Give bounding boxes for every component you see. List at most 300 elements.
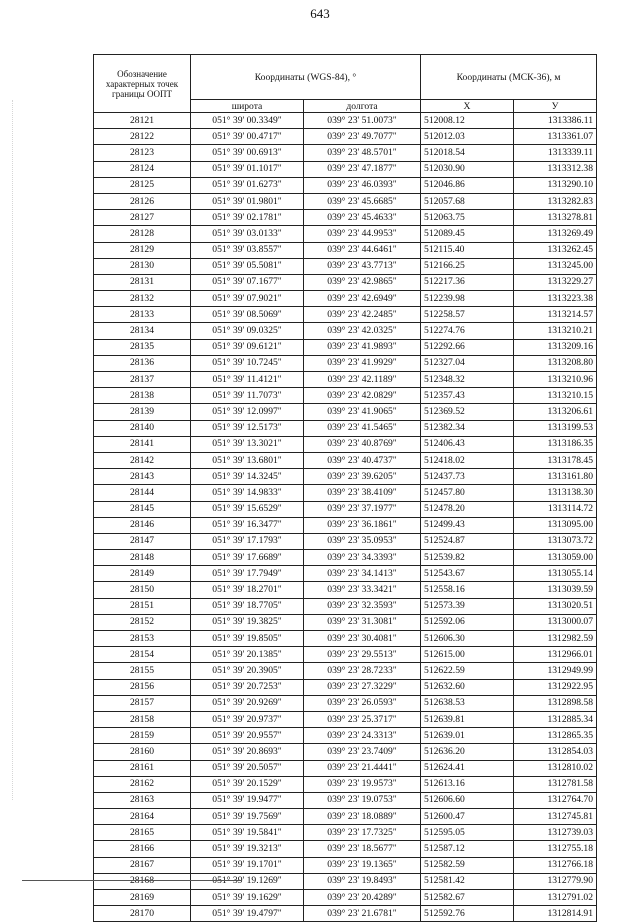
y-coordinate-cell: 1312922.95: [514, 679, 597, 695]
longitude-cell: 039° 23' 32.3593": [304, 598, 421, 614]
longitude-cell: 039° 23' 35.0953": [304, 533, 421, 549]
latitude-cell: 051° 39' 09.0325": [191, 323, 304, 339]
longitude-cell: 039° 23' 41.9929": [304, 355, 421, 371]
x-coordinate-cell: 512406.43: [421, 436, 514, 452]
longitude-cell: 039° 23' 19.1365": [304, 857, 421, 873]
latitude-cell: 051° 39' 13.6801": [191, 452, 304, 468]
x-coordinate-cell: 512543.67: [421, 566, 514, 582]
latitude-cell: 051° 39' 19.8505": [191, 631, 304, 647]
table-row: [94, 339, 597, 355]
x-coordinate-cell: 512369.52: [421, 404, 514, 420]
y-coordinate-cell: 1313095.00: [514, 517, 597, 533]
x-coordinate-cell: 512595.05: [421, 825, 514, 841]
longitude-cell: 039° 23' 20.4289": [304, 890, 421, 906]
y-coordinate-cell: 1312810.02: [514, 760, 597, 776]
latitude-cell: 051° 39' 17.1793": [191, 533, 304, 549]
latitude-cell: 051° 39' 02.1781": [191, 210, 304, 226]
y-coordinate-cell: 1312766.18: [514, 857, 597, 873]
table-row: [94, 210, 597, 226]
y-coordinate-cell: 1313199.53: [514, 420, 597, 436]
y-coordinate-cell: 1312865.35: [514, 728, 597, 744]
point-id-cell: 28162: [94, 776, 191, 792]
latitude-cell: 051° 39' 12.0997": [191, 404, 304, 420]
table-row: [94, 501, 597, 517]
table-row: [94, 452, 597, 468]
longitude-cell: 039° 23' 42.6949": [304, 291, 421, 307]
x-coordinate-cell: 512539.82: [421, 550, 514, 566]
longitude-cell: 039° 23' 27.3229": [304, 679, 421, 695]
point-id-cell: 28143: [94, 469, 191, 485]
y-coordinate-cell: 1313339.11: [514, 145, 597, 161]
y-coordinate-cell: 1313039.59: [514, 582, 597, 598]
longitude-cell: 039° 23' 30.4081": [304, 631, 421, 647]
point-id-cell: 28127: [94, 210, 191, 226]
latitude-cell: 051° 39' 07.9021": [191, 291, 304, 307]
latitude-cell: 051° 39' 20.1529": [191, 776, 304, 792]
x-coordinate-cell: 512592.06: [421, 614, 514, 630]
longitude-cell: 039° 23' 33.3421": [304, 582, 421, 598]
table-row: [94, 760, 597, 776]
latitude-cell: 051° 39' 20.1385": [191, 647, 304, 663]
longitude-cell: 039° 23' 45.4633": [304, 210, 421, 226]
y-coordinate-cell: 1313114.72: [514, 501, 597, 517]
point-id-cell: 28148: [94, 550, 191, 566]
latitude-cell: 051° 39' 00.6913": [191, 145, 304, 161]
latitude-cell: 051° 39' 03.8557": [191, 242, 304, 258]
point-id-cell: 28158: [94, 711, 191, 727]
y-coordinate-cell: 1312982.59: [514, 631, 597, 647]
point-id-cell: 28137: [94, 372, 191, 388]
longitude-cell: 039° 23' 40.8769": [304, 436, 421, 452]
table-row: [94, 825, 597, 841]
y-coordinate-cell: 1313210.96: [514, 372, 597, 388]
table-row: [94, 469, 597, 485]
point-id-cell: 28136: [94, 355, 191, 371]
latitude-cell: 051° 39' 07.1677": [191, 274, 304, 290]
latitude-cell: 051° 39' 01.9801": [191, 193, 304, 209]
latitude-cell: 051° 39' 12.5173": [191, 420, 304, 436]
point-id-cell: 28130: [94, 258, 191, 274]
point-id-cell: 28149: [94, 566, 191, 582]
point-id-cell: 28168: [94, 873, 191, 889]
x-coordinate-cell: 512089.45: [421, 226, 514, 242]
latitude-cell: 051° 39' 20.5057": [191, 760, 304, 776]
table-row: [94, 695, 597, 711]
table-row: [94, 614, 597, 630]
longitude-cell: 039° 23' 18.5677": [304, 841, 421, 857]
table-row: [94, 161, 597, 177]
longitude-cell: 039° 23' 23.7409": [304, 744, 421, 760]
y-coordinate-cell: 1313386.11: [514, 113, 597, 129]
point-id-cell: 28154: [94, 647, 191, 663]
latitude-cell: 051° 39' 17.7949": [191, 566, 304, 582]
y-coordinate-cell: 1313262.45: [514, 242, 597, 258]
longitude-cell: 039° 23' 43.7713": [304, 258, 421, 274]
point-id-cell: 28126: [94, 193, 191, 209]
point-id-cell: 28170: [94, 906, 191, 922]
longitude-cell: 039° 23' 19.8493": [304, 873, 421, 889]
latitude-cell: 051° 39' 00.4717": [191, 129, 304, 145]
table-row: [94, 307, 597, 323]
y-coordinate-cell: 1313214.57: [514, 307, 597, 323]
y-coordinate-cell: 1313138.30: [514, 485, 597, 501]
x-coordinate-cell: 512478.20: [421, 501, 514, 517]
x-coordinate-cell: 512239.98: [421, 291, 514, 307]
x-coordinate-cell: 512573.39: [421, 598, 514, 614]
table-row: [94, 776, 597, 792]
latitude-cell: 051° 39' 13.3021": [191, 436, 304, 452]
point-id-cell: 28121: [94, 113, 191, 129]
x-coordinate-cell: 512457.80: [421, 485, 514, 501]
y-coordinate-cell: 1312898.58: [514, 695, 597, 711]
y-coordinate-cell: 1313020.51: [514, 598, 597, 614]
longitude-cell: 039° 23' 17.7325": [304, 825, 421, 841]
table-row: [94, 566, 597, 582]
latitude-cell: 051° 39' 19.1269": [191, 873, 304, 889]
point-id-cell: 28134: [94, 323, 191, 339]
longitude-cell: 039° 23' 28.7233": [304, 663, 421, 679]
point-id-cell: 28139: [94, 404, 191, 420]
longitude-cell: 039° 23' 19.9573": [304, 776, 421, 792]
point-id-cell: 28132: [94, 291, 191, 307]
y-coordinate-cell: 1313206.61: [514, 404, 597, 420]
latitude-cell: 051° 39' 17.6689": [191, 550, 304, 566]
y-coordinate-cell: 1313290.10: [514, 177, 597, 193]
x-coordinate-cell: 512582.67: [421, 890, 514, 906]
table-row: [94, 857, 597, 873]
x-coordinate-cell: 512524.87: [421, 533, 514, 549]
table-row: [94, 582, 597, 598]
header-latitude: широта: [191, 100, 304, 113]
latitude-cell: 051° 39' 20.9269": [191, 695, 304, 711]
x-coordinate-cell: 512600.47: [421, 809, 514, 825]
y-coordinate-cell: 1312755.18: [514, 841, 597, 857]
longitude-cell: 039° 23' 42.2485": [304, 307, 421, 323]
y-coordinate-cell: 1312854.03: [514, 744, 597, 760]
point-id-cell: 28167: [94, 857, 191, 873]
table-row: [94, 145, 597, 161]
latitude-cell: 051° 39' 01.6273": [191, 177, 304, 193]
table-row: [94, 420, 597, 436]
table-row: [94, 436, 597, 452]
table-row: [94, 388, 597, 404]
longitude-cell: 039° 23' 46.0393": [304, 177, 421, 193]
point-id-cell: 28166: [94, 841, 191, 857]
page-number: 643: [310, 6, 330, 21]
coordinates-table: [93, 54, 597, 922]
y-coordinate-cell: 1313278.81: [514, 210, 597, 226]
x-coordinate-cell: 512046.86: [421, 177, 514, 193]
latitude-cell: 051° 39' 19.9477": [191, 792, 304, 808]
point-id-cell: 28142: [94, 452, 191, 468]
x-coordinate-cell: 512418.02: [421, 452, 514, 468]
table-row: [94, 485, 597, 501]
y-coordinate-cell: 1313312.38: [514, 161, 597, 177]
longitude-cell: 039° 23' 41.9065": [304, 404, 421, 420]
x-coordinate-cell: 512008.12: [421, 113, 514, 129]
point-id-cell: 28163: [94, 792, 191, 808]
table-row: [94, 647, 597, 663]
header-msk36: Координаты (МСК-36), м: [421, 55, 597, 100]
x-coordinate-cell: 512274.76: [421, 323, 514, 339]
table-row: [94, 274, 597, 290]
x-coordinate-cell: 512592.76: [421, 906, 514, 922]
x-coordinate-cell: 512615.00: [421, 647, 514, 663]
y-coordinate-cell: 1313209.16: [514, 339, 597, 355]
y-coordinate-cell: 1313223.38: [514, 291, 597, 307]
table-row: [94, 841, 597, 857]
latitude-cell: 051° 39' 00.3349": [191, 113, 304, 129]
point-id-cell: 28146: [94, 517, 191, 533]
table-row: [94, 792, 597, 808]
point-id-cell: 28138: [94, 388, 191, 404]
table-row: [94, 873, 597, 889]
point-id-cell: 28123: [94, 145, 191, 161]
latitude-cell: 051° 39' 20.7253": [191, 679, 304, 695]
latitude-cell: 051° 39' 10.7245": [191, 355, 304, 371]
point-id-cell: 28129: [94, 242, 191, 258]
y-coordinate-cell: 1312764.70: [514, 792, 597, 808]
x-coordinate-cell: 512018.54: [421, 145, 514, 161]
y-coordinate-cell: 1312885.34: [514, 711, 597, 727]
latitude-cell: 051° 39' 19.3825": [191, 614, 304, 630]
point-id-cell: 28153: [94, 631, 191, 647]
y-coordinate-cell: 1313161.80: [514, 469, 597, 485]
bottom-rule: [22, 880, 242, 881]
y-coordinate-cell: 1313229.27: [514, 274, 597, 290]
y-coordinate-cell: 1313269.49: [514, 226, 597, 242]
table-row: [94, 679, 597, 695]
longitude-cell: 039° 23' 36.1861": [304, 517, 421, 533]
table-row: [94, 517, 597, 533]
point-id-cell: 28161: [94, 760, 191, 776]
y-coordinate-cell: 1313055.14: [514, 566, 597, 582]
latitude-cell: 051° 39' 19.7569": [191, 809, 304, 825]
y-coordinate-cell: 1313282.83: [514, 193, 597, 209]
header-longitude: долгота: [304, 100, 421, 113]
point-id-cell: 28135: [94, 339, 191, 355]
table-row: [94, 404, 597, 420]
y-coordinate-cell: 1313210.21: [514, 323, 597, 339]
longitude-cell: 039° 23' 24.3313": [304, 728, 421, 744]
latitude-cell: 051° 39' 01.1017": [191, 161, 304, 177]
table-row: [94, 323, 597, 339]
latitude-cell: 051° 39' 03.0133": [191, 226, 304, 242]
x-coordinate-cell: 512582.59: [421, 857, 514, 873]
table-row: [94, 598, 597, 614]
table-row: [94, 226, 597, 242]
latitude-cell: 051° 39' 05.5081": [191, 258, 304, 274]
x-coordinate-cell: 512613.16: [421, 776, 514, 792]
longitude-cell: 039° 23' 19.0753": [304, 792, 421, 808]
longitude-cell: 039° 23' 42.9865": [304, 274, 421, 290]
longitude-cell: 039° 23' 37.1977": [304, 501, 421, 517]
y-coordinate-cell: 1312966.01: [514, 647, 597, 663]
point-id-cell: 28164: [94, 809, 191, 825]
left-margin-stain: [12, 100, 31, 800]
point-id-cell: 28157: [94, 695, 191, 711]
longitude-cell: 039° 23' 45.6685": [304, 193, 421, 209]
header-x: Х: [421, 100, 514, 113]
point-id-cell: 28128: [94, 226, 191, 242]
x-coordinate-cell: 512217.36: [421, 274, 514, 290]
point-id-cell: 28144: [94, 485, 191, 501]
y-coordinate-cell: 1313073.72: [514, 533, 597, 549]
longitude-cell: 039° 23' 48.5701": [304, 145, 421, 161]
table-row: [94, 129, 597, 145]
latitude-cell: 051° 39' 20.9557": [191, 728, 304, 744]
point-id-cell: 28122: [94, 129, 191, 145]
header-y: У: [514, 100, 597, 113]
longitude-cell: 039° 23' 49.7077": [304, 129, 421, 145]
longitude-cell: 039° 23' 51.0073": [304, 113, 421, 129]
x-coordinate-cell: 512581.42: [421, 873, 514, 889]
point-id-cell: 28151: [94, 598, 191, 614]
longitude-cell: 039° 23' 40.4737": [304, 452, 421, 468]
y-coordinate-cell: 1313186.35: [514, 436, 597, 452]
point-id-cell: 28125: [94, 177, 191, 193]
x-coordinate-cell: 512292.66: [421, 339, 514, 355]
x-coordinate-cell: 512437.73: [421, 469, 514, 485]
x-coordinate-cell: 512063.75: [421, 210, 514, 226]
longitude-cell: 039° 23' 44.6461": [304, 242, 421, 258]
table-row: [94, 744, 597, 760]
x-coordinate-cell: 512622.59: [421, 663, 514, 679]
longitude-cell: 039° 23' 34.1413": [304, 566, 421, 582]
table-row: [94, 906, 597, 922]
point-id-cell: 28169: [94, 890, 191, 906]
point-id-cell: 28155: [94, 663, 191, 679]
point-id-cell: 28160: [94, 744, 191, 760]
longitude-cell: 039° 23' 21.4441": [304, 760, 421, 776]
x-coordinate-cell: 512624.41: [421, 760, 514, 776]
latitude-cell: 051° 39' 14.9833": [191, 485, 304, 501]
x-coordinate-cell: 512587.12: [421, 841, 514, 857]
x-coordinate-cell: 512558.16: [421, 582, 514, 598]
longitude-cell: 039° 23' 31.3081": [304, 614, 421, 630]
x-coordinate-cell: 512638.53: [421, 695, 514, 711]
table-row: [94, 242, 597, 258]
y-coordinate-cell: 1313361.07: [514, 129, 597, 145]
y-coordinate-cell: 1312745.81: [514, 809, 597, 825]
point-id-cell: 28152: [94, 614, 191, 630]
latitude-cell: 051° 39' 20.8693": [191, 744, 304, 760]
point-id-cell: 28159: [94, 728, 191, 744]
x-coordinate-cell: 512115.40: [421, 242, 514, 258]
longitude-cell: 039° 23' 42.1189": [304, 372, 421, 388]
latitude-cell: 051° 39' 11.4121": [191, 372, 304, 388]
latitude-cell: 051° 39' 18.2701": [191, 582, 304, 598]
table-row: [94, 113, 597, 129]
latitude-cell: 051° 39' 19.5841": [191, 825, 304, 841]
point-id-cell: 28156: [94, 679, 191, 695]
x-coordinate-cell: 512348.32: [421, 372, 514, 388]
x-coordinate-cell: 512639.01: [421, 728, 514, 744]
x-coordinate-cell: 512499.43: [421, 517, 514, 533]
x-coordinate-cell: 512057.68: [421, 193, 514, 209]
longitude-cell: 039° 23' 29.5513": [304, 647, 421, 663]
latitude-cell: 051° 39' 15.6529": [191, 501, 304, 517]
y-coordinate-cell: 1312779.90: [514, 873, 597, 889]
longitude-cell: 039° 23' 44.9953": [304, 226, 421, 242]
header-wgs84: Координаты (WGS-84), °: [191, 55, 421, 100]
y-coordinate-cell: 1313000.07: [514, 614, 597, 630]
latitude-cell: 051° 39' 11.7073": [191, 388, 304, 404]
x-coordinate-cell: 512166.25: [421, 258, 514, 274]
latitude-cell: 051° 39' 09.6121": [191, 339, 304, 355]
longitude-cell: 039° 23' 39.6205": [304, 469, 421, 485]
y-coordinate-cell: 1313245.00: [514, 258, 597, 274]
longitude-cell: 039° 23' 38.4109": [304, 485, 421, 501]
latitude-cell: 051° 39' 19.1629": [191, 890, 304, 906]
x-coordinate-cell: 512258.57: [421, 307, 514, 323]
y-coordinate-cell: 1312781.58: [514, 776, 597, 792]
point-id-cell: 28140: [94, 420, 191, 436]
table-body: [94, 113, 597, 922]
table-row: [94, 372, 597, 388]
y-coordinate-cell: 1313210.15: [514, 388, 597, 404]
x-coordinate-cell: 512030.90: [421, 161, 514, 177]
table-row: [94, 890, 597, 906]
point-id-cell: 28141: [94, 436, 191, 452]
longitude-cell: 039° 23' 41.5465": [304, 420, 421, 436]
x-coordinate-cell: 512639.81: [421, 711, 514, 727]
longitude-cell: 039° 23' 42.0325": [304, 323, 421, 339]
longitude-cell: 039° 23' 26.0593": [304, 695, 421, 711]
latitude-cell: 051° 39' 19.1701": [191, 857, 304, 873]
longitude-cell: 039° 23' 47.1877": [304, 161, 421, 177]
longitude-cell: 039° 23' 42.0829": [304, 388, 421, 404]
point-id-cell: 28145: [94, 501, 191, 517]
latitude-cell: 051° 39' 18.7705": [191, 598, 304, 614]
longitude-cell: 039° 23' 21.6781": [304, 906, 421, 922]
header-designation: Обозначение характерных точек границы ООПТ: [94, 55, 191, 113]
y-coordinate-cell: 1312739.03: [514, 825, 597, 841]
y-coordinate-cell: 1312814.91: [514, 906, 597, 922]
latitude-cell: 051° 39' 19.4797": [191, 906, 304, 922]
longitude-cell: 039° 23' 41.9893": [304, 339, 421, 355]
y-coordinate-cell: 1313178.45: [514, 452, 597, 468]
table-row: [94, 291, 597, 307]
longitude-cell: 039° 23' 18.0889": [304, 809, 421, 825]
x-coordinate-cell: 512636.20: [421, 744, 514, 760]
table-row: [94, 193, 597, 209]
table-row: [94, 177, 597, 193]
x-coordinate-cell: 512382.34: [421, 420, 514, 436]
longitude-cell: 039° 23' 25.3717": [304, 711, 421, 727]
latitude-cell: 051° 39' 19.3213": [191, 841, 304, 857]
latitude-cell: 051° 39' 16.3477": [191, 517, 304, 533]
table-row: [94, 728, 597, 744]
longitude-cell: 039° 23' 34.3393": [304, 550, 421, 566]
table-row: [94, 355, 597, 371]
table-row: [94, 533, 597, 549]
point-id-cell: 28150: [94, 582, 191, 598]
latitude-cell: 051° 39' 20.3905": [191, 663, 304, 679]
x-coordinate-cell: 512357.43: [421, 388, 514, 404]
table-row: [94, 550, 597, 566]
point-id-cell: 28147: [94, 533, 191, 549]
y-coordinate-cell: 1313059.00: [514, 550, 597, 566]
x-coordinate-cell: 512327.04: [421, 355, 514, 371]
point-id-cell: 28165: [94, 825, 191, 841]
y-coordinate-cell: 1313208.80: [514, 355, 597, 371]
table-row: [94, 663, 597, 679]
table-row: [94, 711, 597, 727]
table-row: [94, 258, 597, 274]
latitude-cell: 051° 39' 14.3245": [191, 469, 304, 485]
x-coordinate-cell: 512606.30: [421, 631, 514, 647]
